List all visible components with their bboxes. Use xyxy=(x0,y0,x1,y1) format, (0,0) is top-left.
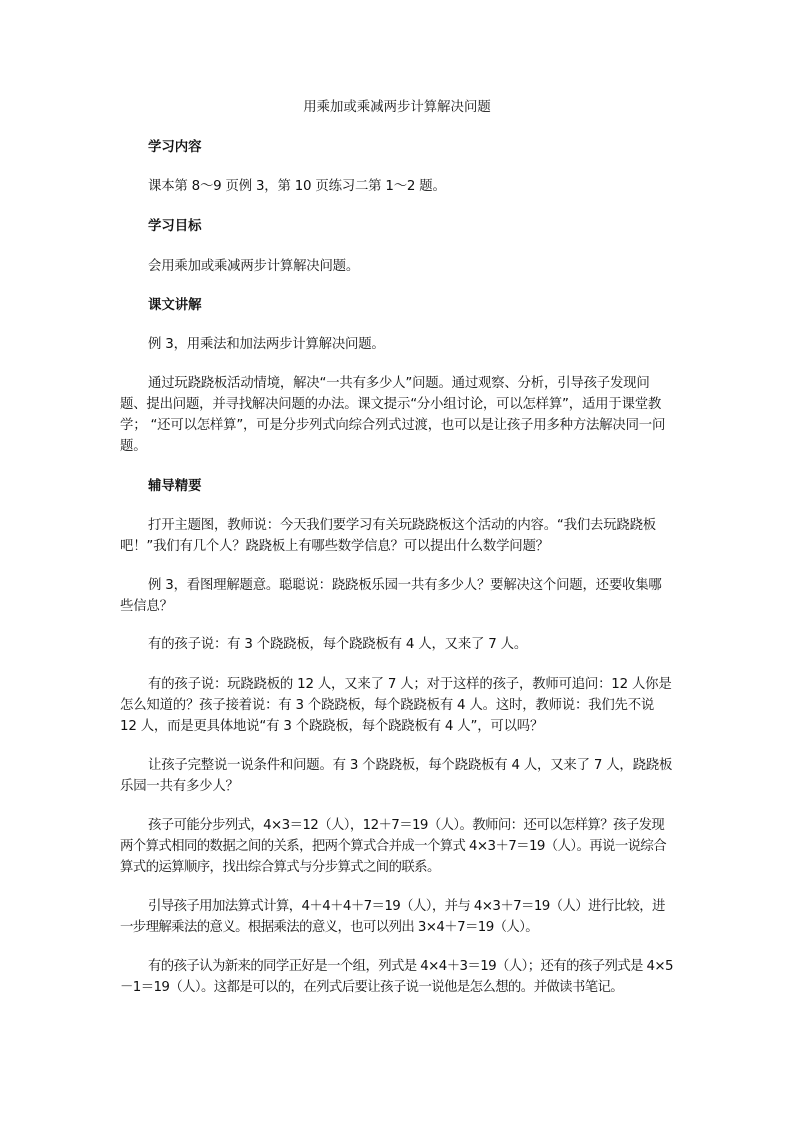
heading-lecture: 课文讲解 xyxy=(148,298,202,313)
guidance-paragraph: 打开主题图，教师说：今天我们要学习有关玩跷跷板这个活动的内容。“我们去玩跷跷板吧！”我们有几个人？跷跷板上有哪些数学信息？可以提出什么数学问题？ xyxy=(120,518,656,554)
heading-learning-goal: 学习目标 xyxy=(148,219,202,234)
learning-content-text: 课本第 8～9 页例 3，第 10 页练习二第 1～2 题。 xyxy=(148,179,446,194)
guidance-paragraph: 让孩子完整说一说条件和问题。有 3 个跷跷板，每个跷跷板有 4 人，又来了 7 人，跷跷板乐园一共有多少人？ xyxy=(120,758,673,794)
guidance-paragraph: 有的孩子认为新来的同学正好是一个组，列式是 4×4＋3＝19（人）；还有的孩子列式是 4×5－1＝19（人）。这都是可以的，在列式后要让孩子说一说他是怎么想的。并做读书笔记。 xyxy=(120,959,673,995)
guidance-paragraph: 孩子可能分步列式，4×3＝12（人），12＋7＝19（人）。教师问：还可以怎样算？孩子发现两个算式相同的数据之间的关系，把两个算式合并成一个算式 4×3＋7＝19（人）。再说一说综合算式的运算顺序，找出综合算式与分步算式之间的联系。 xyxy=(120,818,667,875)
heading-learning-content: 学习内容 xyxy=(148,140,202,155)
heading-guidance: 辅导精要 xyxy=(148,479,202,494)
document-title: 用乘加或乘减两步计算解决问题 xyxy=(303,100,491,115)
guidance-paragraph: 引导孩子用加法算式计算，4＋4＋4＋7＝19（人），并与 4×3＋7＝19（人）进行比较，进一步理解乘法的意义。根据乘法的意义，也可以列出 3×4＋7＝19（人）。 xyxy=(120,899,665,935)
guidance-paragraph: 有的孩子说：有 3 个跷跷板，每个跷跷板有 4 人，又来了 7 人。 xyxy=(148,637,528,652)
guidance-paragraph: 例 3，看图理解题意。聪聪说：跷跷板乐园一共有多少人？要解决这个问题，还要收集哪些信息？ xyxy=(120,578,662,614)
learning-goal-text: 会用乘加或乘减两步计算解决问题。 xyxy=(148,259,360,274)
guidance-paragraph: 有的孩子说：玩跷跷板的 12 人，又来了 7 人；对于这样的孩子，教师可追问：12 人你是怎么知道的？孩子接着说：有 3 个跷跷板，每个跷跷板有 4 人。这时，教师说：我们先不说 12 人，而是更具体地说“有 3 个跷跷板，每个跷跷板有 4 人”，可以吗？ xyxy=(120,677,672,734)
lecture-paragraph: 例 3，用乘法和加法两步计算解决问题。 xyxy=(148,337,385,352)
lecture-paragraph: 通过玩跷跷板活动情境，解决“一共有多少人”问题。通过观察、分析，引导孩子发现问题、提出问题，并寻找解决问题的办法。课文提示“分小组讨论，可以怎样算”，适用于课堂教学； “还可以怎样算”，可是分步列式向综合列式过渡，也可以是让孩子用多种方法解决同一问题。 xyxy=(120,376,666,454)
